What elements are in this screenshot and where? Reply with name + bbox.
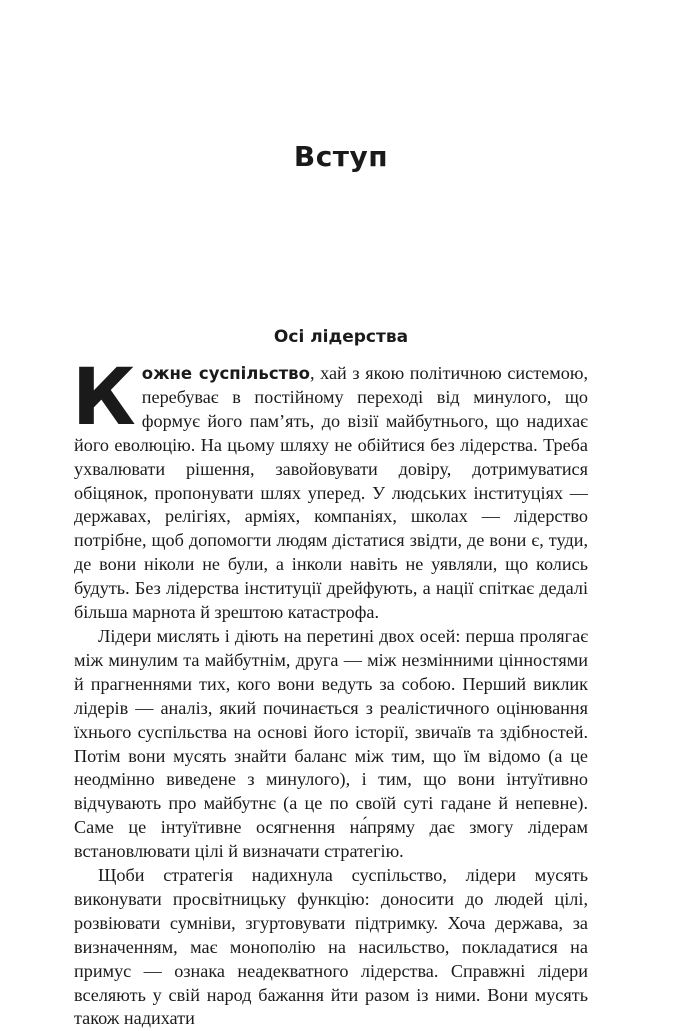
paragraph-1-text: , хай з якою політичною системою, перебуває в постійному переході від минулого, що формує його пам’ять, до візії майбутнього, що надихає його еволюцію. На цьому шляху не обійтися без лідерства. Треба ухвалювати рішення, завойовувати довіру, дотримуватися обіцянок, пропонувати шлях уперед. У людських інституціях — державах, релігіях, арміях, компаніях, школах — лідерство потрібне, щоб допомогти людям дістатися звідти, де вони є, туди, де вони ніколи не були, а інколи навіть не уявляли, що колись будуть. Без лідерства інституції дрейфують, а нації спіткає дедалі більша марнота й зрештою катастрофа. — [74, 363, 588, 623]
chapter-title: Вступ — [293, 140, 389, 173]
drop-cap: К — [72, 353, 136, 443]
body-text — [72, 353, 588, 1031]
lead-in-phrase: ожне суспільство — [141, 364, 310, 383]
paragraph-3: Щоби стратегія надихнула суспільство, лідери мусять виконувати просвітницьку функцію: доносити до людей цілі, розвіювати сумніви, згуртовувати підтримку. Хоча держава, за визначенням, має монополію на насильство, покладатися на примус — ознака неадекватного лідерства. Справжні лідери вселяють у свій народ бажання йти разом із ними. Вони мусять також надихати — [74, 865, 588, 1029]
section-title: Осі лідерства — [273, 327, 409, 347]
paragraph-2: Лідери мислять і діють на перетині двох осей: перша пролягає між минулим та майбутнім, друга — між незмінними цінностями й прагненнями тих, кого вони ведуть за собою. Перший виклик лідерів — аналіз, який починається з реалістичного оцінювання їхнього суспільства на основі його історії, звичаїв та здібностей. Потім вони мусять знайти баланс між тим, що їм відомо (а це неодмінно виведене з минулого), і тим, що вони інтуїтивно відчувають про майбутнє (а це по своїй суті гадане й непевне). Саме це інтуїтивне осягнення на́пряму дає змогу лідерам встановлювати цілі й визначати стратегію. — [74, 625, 588, 862]
paragraph-1 — [72, 353, 588, 625]
